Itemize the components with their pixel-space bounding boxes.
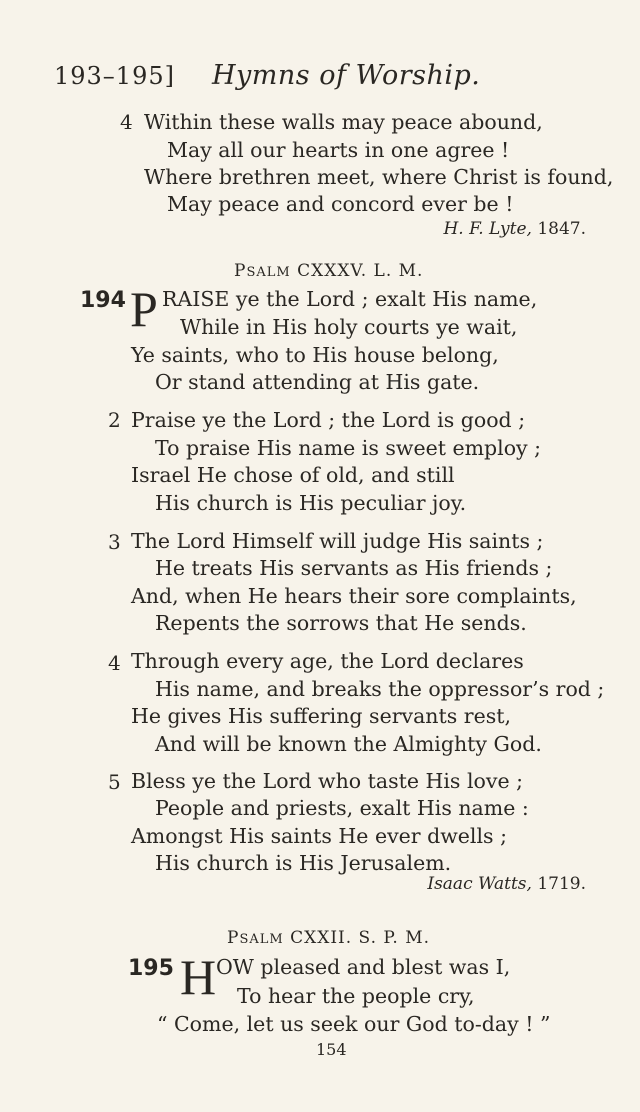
psalm-meter: CXXII. S. P. M. [290, 928, 431, 948]
verse-line: Repents the sorrows that He sends. [155, 611, 527, 635]
attribution-author: Isaac Watts, [427, 874, 532, 894]
hymn-number: 194 [80, 288, 126, 313]
verse-line: Amongst His saints He ever dwells ; [131, 824, 507, 848]
page-number: 154 [316, 1040, 347, 1059]
verse-line: Ye saints, who to His house belong, [131, 343, 499, 367]
attribution [443, 219, 586, 239]
drop-cap: H [180, 949, 217, 1005]
attribution [427, 874, 586, 894]
verse-line: People and priests, exalt His name : [155, 796, 529, 820]
verse-line: And, when He hears their sore complaints, [131, 584, 577, 608]
psalm-prefix: P [234, 261, 247, 281]
verse-line: And will be known the Almighty God. [155, 732, 542, 756]
psalm-small-caps: SALM [239, 932, 284, 947]
psalm-meter: CXXXV. L. M. [297, 261, 424, 281]
header-title: Hymns of Worship. [212, 60, 481, 91]
attribution-author: H. F. Lyte, [443, 219, 532, 239]
verse-line: Bless ye the Lord who taste His love ; [131, 769, 524, 793]
verse-line: The Lord Himself will judge His saints ; [131, 529, 544, 553]
verse-line: Where brethren meet, where Christ is found, [144, 165, 614, 189]
verse-line: His name, and breaks the oppressor’s rod ; [155, 677, 605, 701]
verse-line: He gives His suffering servants rest, [131, 704, 511, 728]
verse-line: May all our hearts in one agree ! [167, 138, 510, 162]
verse-line: His church is His peculiar joy. [155, 491, 467, 515]
verse-number: 4 [120, 110, 133, 134]
psalm-prefix: P [227, 928, 240, 948]
verse-line: He treats His servants as His friends ; [155, 556, 553, 580]
verse-line: May peace and concord ever be ! [167, 192, 514, 216]
verse-line: His church is His Jerusalem. [155, 851, 452, 875]
verse-line: To praise His name is sweet employ ; [155, 436, 542, 460]
attribution-year: 1719. [537, 874, 586, 894]
psalm-heading [227, 928, 430, 948]
first-line: OW pleased and blest was I, [216, 955, 511, 979]
verse-line: Praise ye the Lord ; the Lord is good ; [131, 408, 526, 432]
verse-number: 4 [108, 651, 121, 675]
first-line: RAISE ye the Lord ; exalt His name, [162, 287, 538, 311]
verse-line: Or stand attending at His gate. [155, 370, 480, 394]
verse-line: Through every age, the Lord declares [131, 649, 524, 673]
verse-number: 2 [108, 408, 121, 432]
verse-line: To hear the people cry, [237, 984, 475, 1008]
drop-cap: P [130, 281, 158, 337]
attribution-year: 1847. [537, 219, 586, 239]
psalm-heading [234, 261, 423, 281]
verse-line: Israel He chose of old, and still [131, 463, 455, 487]
verse-line: While in His holy courts ye wait, [180, 315, 518, 339]
psalm-small-caps: SALM [246, 265, 291, 280]
verse-line: “ Come, let us seek our God to-day ! ” [157, 1012, 551, 1036]
header-hymn-range: 193–195] [54, 62, 175, 90]
verse-number: 3 [108, 530, 121, 554]
verse-line: Within these walls may peace abound, [144, 110, 543, 134]
hymn-number: 195 [128, 956, 174, 981]
verse-number: 5 [108, 770, 121, 794]
